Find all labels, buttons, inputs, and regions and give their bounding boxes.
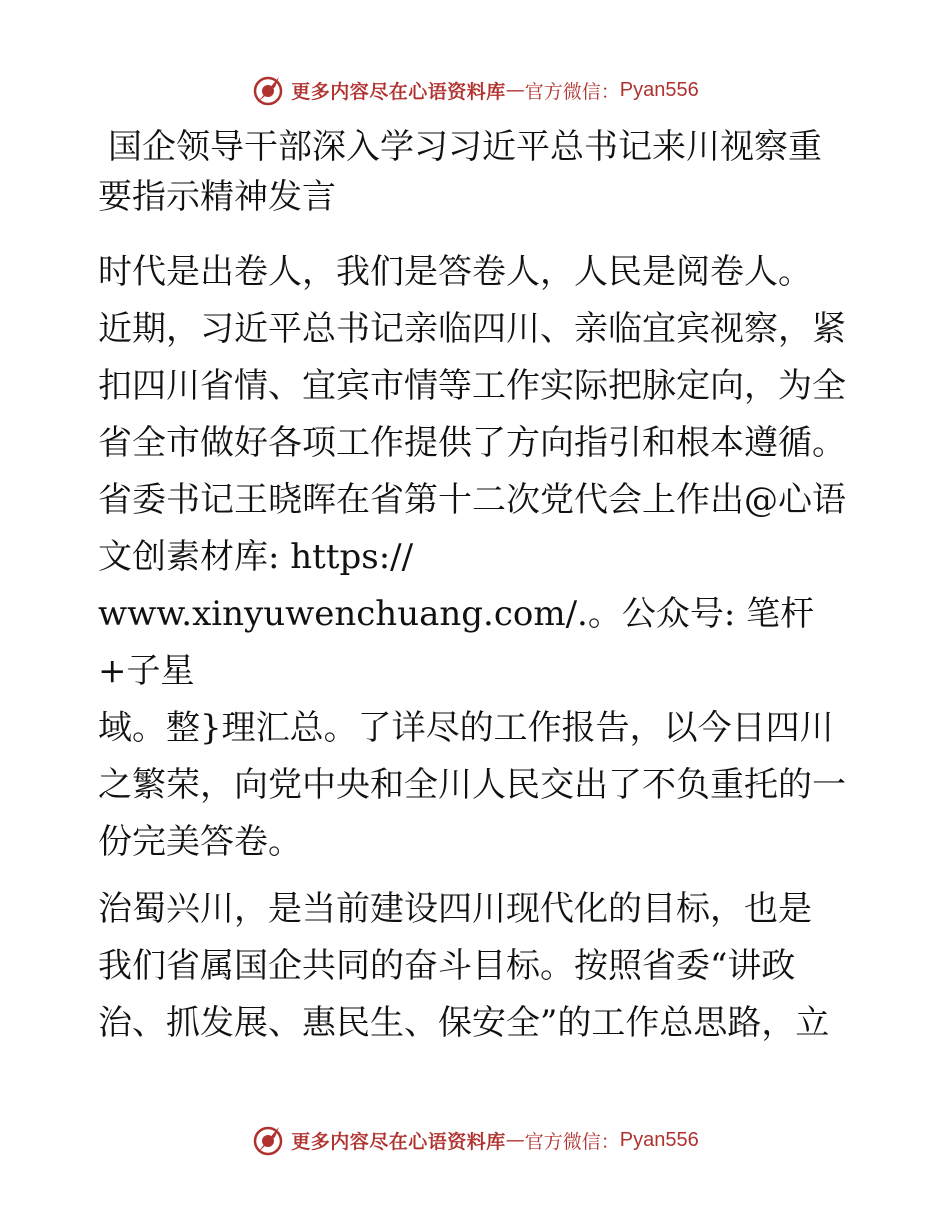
text-line: 治、抓发展、惠民生、保安全”的工作总思路，立 (98, 1003, 830, 1043)
text-line: 治蜀兴川，是当前建设四川现代化的目标，也是 (98, 889, 812, 929)
banner-site-name: 更多内容尽在心语资料库 (291, 80, 506, 103)
banner-dash: — (505, 79, 525, 101)
footer-banner (0, 1120, 950, 1160)
text-line: 份完美答卷。 (98, 822, 302, 862)
text-line: 之繁荣，向党中央和全川人民交出了不负重托的一 (98, 765, 846, 805)
banner-contact-id: Pyan556 (619, 1128, 699, 1151)
title-line: 要指示精神发言 (98, 177, 336, 217)
text-line: 省委书记王晓晖在省第十二次党代会上作出@心语 (98, 480, 846, 520)
paragraph-1 (98, 244, 858, 871)
text-line: 省全市做好各项工作提供了方向指引和根本遵循。 (98, 423, 846, 463)
paragraph-2 (98, 881, 858, 1052)
text-line: 域。整}理汇总。了详尽的工作报告，以今日四川 (98, 708, 834, 748)
text-line: 文创素材库: https:// (98, 537, 414, 577)
text-line: 扣四川省情、宜宾市情等工作实际把脉定向，为全 (98, 366, 846, 406)
banner-contact-label: 官方微信： (524, 1130, 620, 1153)
banner-contact-label: 官方微信： (524, 80, 620, 103)
text-line: 时代是出卷人，我们是答卷人，人民是阅卷人。 (98, 252, 812, 292)
document-title (98, 122, 858, 222)
document-body (98, 122, 858, 1062)
quill-logo-icon (251, 1123, 285, 1157)
text-line: www.xinyuwenchuang.com/.。公众号: 笔杆+子星 (98, 594, 815, 691)
banner-dash: — (505, 1129, 525, 1151)
header-banner (0, 70, 950, 110)
banner-contact-id: Pyan556 (619, 78, 699, 101)
text-line: 近期，习近平总书记亲临四川、亲临宜宾视察，紧 (98, 309, 846, 349)
text-line: 我们省属国企共同的奋斗目标。按照省委“讲政 (98, 946, 796, 986)
title-line: 国企领导干部深入学习习近平总书记来川视察重 (108, 127, 822, 167)
quill-logo-icon (251, 73, 285, 107)
banner-site-name: 更多内容尽在心语资料库 (291, 1130, 506, 1153)
